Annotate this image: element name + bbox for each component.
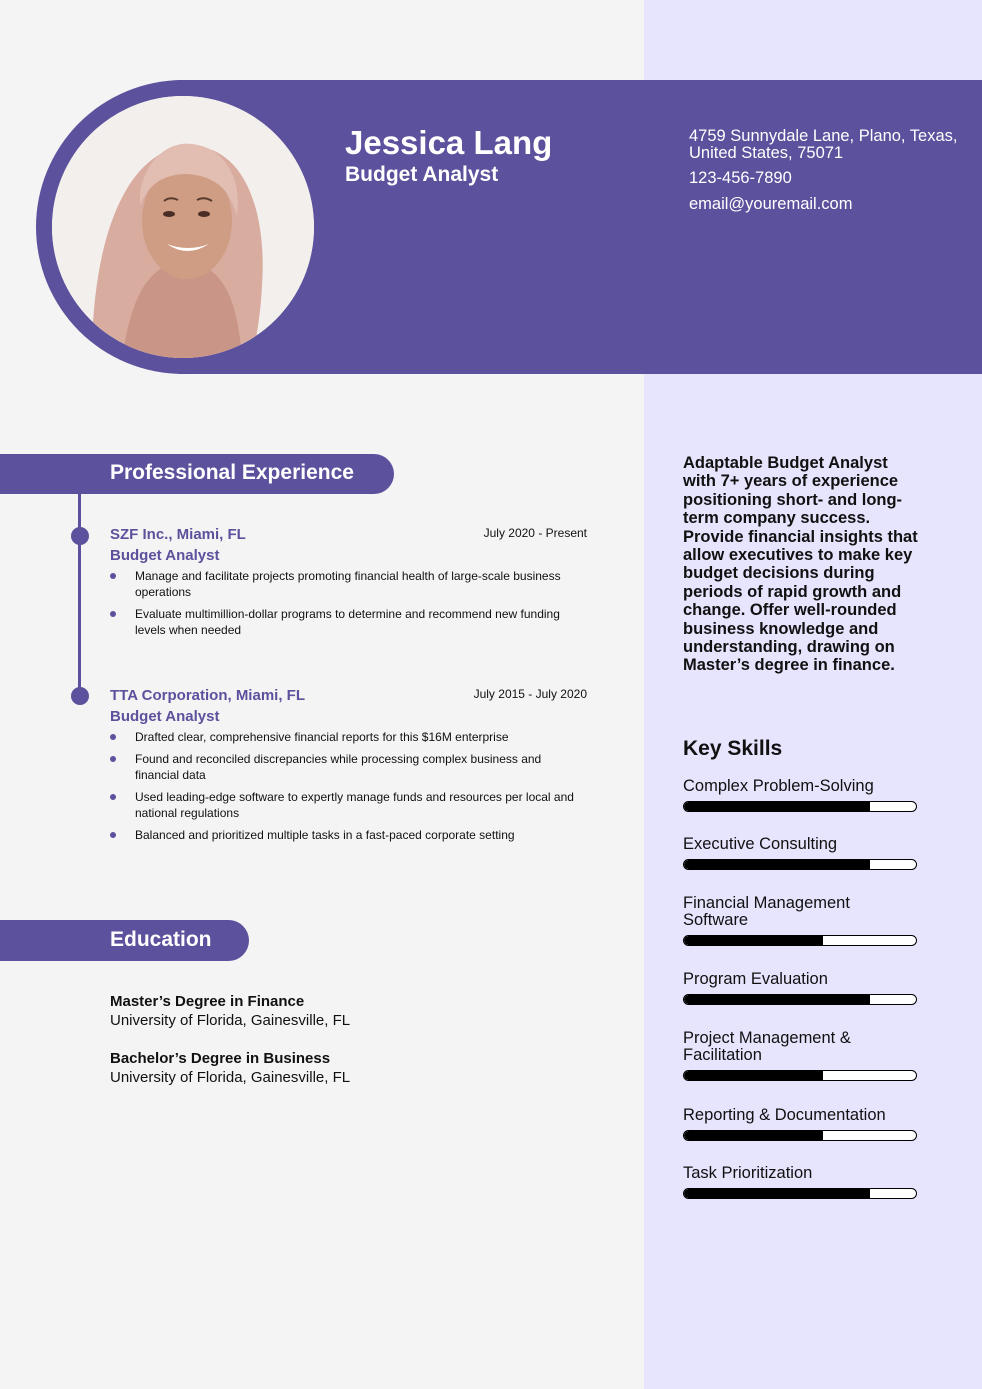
profile-photo bbox=[52, 96, 314, 358]
job-header bbox=[110, 526, 587, 546]
skill-item bbox=[683, 971, 919, 1005]
job-dates: July 2020 - Present bbox=[483, 526, 587, 540]
job-bullets bbox=[110, 729, 587, 843]
skill-item bbox=[683, 1165, 919, 1199]
skill-bar-fill bbox=[684, 1071, 823, 1080]
contact-address: 4759 Sunnydale Lane, Plano, Texas, United States, 75071 bbox=[689, 127, 958, 162]
skill-name: Project Management & Facilitation bbox=[683, 1029, 851, 1064]
job-bullet: Drafted clear, comprehensive financial reports for this $16M enterprise bbox=[110, 729, 580, 745]
skills-heading: Key Skills bbox=[683, 737, 783, 760]
skill-bar bbox=[683, 801, 917, 812]
job-header bbox=[110, 687, 587, 707]
skill-name: Executive Consulting bbox=[683, 835, 838, 853]
contact-phone: 123-456-7890 bbox=[689, 169, 792, 187]
skill-name: Complex Problem-Solving bbox=[683, 777, 874, 795]
skill-bar bbox=[683, 859, 917, 870]
skill-bar-fill bbox=[684, 936, 823, 945]
education-entry bbox=[110, 993, 350, 1031]
skill-item bbox=[683, 836, 919, 870]
job-entry bbox=[110, 526, 587, 644]
skill-bar-fill bbox=[684, 802, 870, 811]
education-degree: Bachelor’s Degree in Business bbox=[110, 1050, 331, 1067]
skill-bar bbox=[683, 1070, 917, 1081]
skill-name: Task Prioritization bbox=[683, 1164, 813, 1182]
skill-item bbox=[683, 1030, 883, 1081]
skill-name: Program Evaluation bbox=[683, 970, 828, 988]
education-school: University of Florida, Gainesville, FL bbox=[110, 1012, 351, 1029]
job-title: Budget Analyst bbox=[110, 708, 220, 725]
skill-item bbox=[683, 778, 919, 812]
job-company: TTA Corporation, Miami, FL bbox=[110, 687, 305, 704]
candidate-name: Jessica Lang bbox=[345, 124, 553, 161]
profile-summary: Adaptable Budget Analyst with 7+ years of experience positioning short- and long-term company success. Provide financial insights that allow executives to make key budget decisions during periods of rapid growth and change. Offer well-rounded business knowledge and understanding, drawing on Master’s degree in finance. bbox=[683, 454, 918, 675]
job-company: SZF Inc., Miami, FL bbox=[110, 526, 246, 543]
skill-bar-fill bbox=[684, 860, 870, 869]
job-bullets bbox=[110, 568, 587, 638]
job-title: Budget Analyst bbox=[110, 547, 220, 564]
job-bullet: Evaluate multimillion-dollar programs to determine and recommend new funding levels when needed bbox=[110, 606, 580, 638]
skill-bar bbox=[683, 1130, 917, 1141]
job-bullet: Found and reconciled discrepancies while processing complex business and financial data bbox=[110, 751, 580, 783]
job-bullet: Manage and facilitate projects promoting financial health of large-scale business operations bbox=[110, 568, 580, 600]
job-entry bbox=[110, 687, 587, 849]
timeline-line bbox=[78, 494, 81, 696]
timeline-dot bbox=[71, 687, 89, 705]
education-degree: Master’s Degree in Finance bbox=[110, 993, 305, 1010]
candidate-title: Budget Analyst bbox=[345, 163, 499, 186]
skill-bar bbox=[683, 935, 917, 946]
skill-bar-fill bbox=[684, 995, 870, 1004]
contact-block bbox=[689, 128, 959, 213]
skill-name: Financial Management Software bbox=[683, 894, 850, 929]
skill-item bbox=[683, 1107, 919, 1141]
job-dates: July 2015 - July 2020 bbox=[473, 687, 587, 701]
job-bullet: Used leading-edge software to expertly manage funds and resources per local and national regulations bbox=[110, 789, 580, 821]
contact-email: email@youremail.com bbox=[689, 195, 853, 213]
skill-item bbox=[683, 895, 883, 946]
education-heading: Education bbox=[0, 920, 249, 961]
education-school: University of Florida, Gainesville, FL bbox=[110, 1069, 351, 1086]
skill-bar bbox=[683, 1188, 917, 1199]
experience-heading: Professional Experience bbox=[0, 454, 394, 494]
skill-bar-fill bbox=[684, 1131, 823, 1140]
skill-name: Reporting & Documentation bbox=[683, 1106, 886, 1124]
timeline-dot bbox=[71, 527, 89, 545]
skill-bar bbox=[683, 994, 917, 1005]
education-entry bbox=[110, 1050, 350, 1088]
job-bullet: Balanced and prioritized multiple tasks in a fast-paced corporate setting bbox=[110, 827, 580, 843]
skill-bar-fill bbox=[684, 1189, 870, 1198]
